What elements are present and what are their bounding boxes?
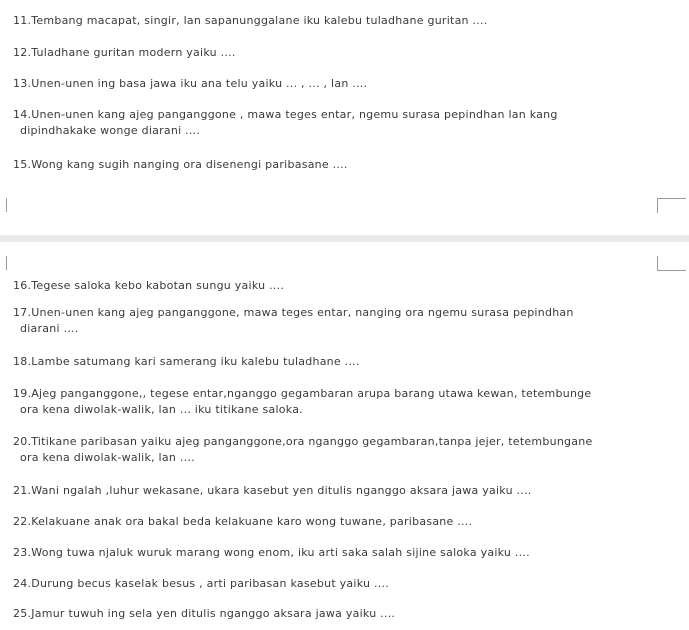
crop-mark-bottom-left — [0, 256, 7, 270]
crop-mark-top-right — [657, 198, 686, 213]
question-23 — [13, 545, 685, 561]
question-number: 13. — [13, 77, 32, 90]
question-text-continuation: dipindhakake wonge diarani .... — [20, 124, 201, 137]
question-number: 17. — [13, 306, 32, 319]
question-text: Kelakuane anak ora bakal beda kelakuane karo wong tuwane, paribasane .... — [31, 515, 473, 528]
question-text-continuation: diarani .... — [20, 322, 79, 335]
question-12 — [13, 45, 685, 61]
question-text: Wani ngalah ,luhur wekasane, ukara kasebut yen ditulis nganggo aksara jawa yaiku .... — [31, 484, 532, 497]
question-text-continuation: ora kena diwolak-walik, lan .... — [20, 451, 195, 464]
question-text: Unen-unen kang ajeg panganggone, mawa teges entar, nanging ora ngemu surasa pepindhan — [31, 306, 574, 319]
question-number: 16. — [13, 279, 32, 292]
question-18 — [13, 354, 685, 370]
question-number: 21. — [13, 484, 32, 497]
question-text: Wong tuwa njaluk wuruk marang wong enom, iku arti saka salah sijine saloka yaiku .... — [31, 546, 530, 559]
question-text: Unen-unen kang ajeg panganggone , mawa teges entar, ngemu surasa pepindhan lan kang — [31, 108, 558, 121]
question-11 — [13, 13, 685, 29]
question-14 — [13, 107, 685, 139]
question-text: Tegese saloka kebo kabotan sungu yaiku .... — [31, 279, 285, 292]
question-number: 20. — [13, 435, 32, 448]
question-number: 15. — [13, 158, 32, 171]
question-13 — [13, 76, 685, 92]
question-19 — [13, 386, 685, 418]
question-text-continuation: ora kena diwolak-walik, lan ... iku titikane saloka. — [20, 403, 303, 416]
question-number: 22. — [13, 515, 32, 528]
question-16 — [13, 278, 685, 294]
question-number: 14. — [13, 108, 32, 121]
question-21 — [13, 483, 685, 499]
question-text: Unen-unen ing basa jawa iku ana telu yaiku ... , ... , lan .... — [31, 77, 368, 90]
question-number: 11. — [13, 14, 32, 27]
question-24 — [13, 576, 685, 592]
question-text: Wong kang sugih nanging ora disenengi paribasane .... — [31, 158, 348, 171]
question-20 — [13, 434, 685, 466]
question-text: Tembang macapat, singir, lan sapanunggalane iku kalebu tuladhane guritan .... — [31, 14, 488, 27]
question-number: 12. — [13, 46, 32, 59]
question-number: 23. — [13, 546, 32, 559]
page-separator — [0, 235, 689, 242]
question-text: Tuladhane guritan modern yaiku .... — [31, 46, 236, 59]
question-text: Jamur tuwuh ing sela yen ditulis nganggo aksara jawa yaiku .... — [31, 607, 396, 620]
question-text: Titikane paribasan yaiku ajeg panganggone,ora nganggo gegambaran,tanpa jejer, tetembungane — [31, 435, 593, 448]
question-number: 18. — [13, 355, 32, 368]
crop-mark-top-left — [0, 198, 7, 212]
question-number: 24. — [13, 577, 32, 590]
question-text: Ajeg panganggone,, tegese entar,nganggo gegambaran arupa barang utawa kewan, tetembunge — [31, 387, 592, 400]
question-text: Lambe satumang kari samerang iku kalebu tuladhane .... — [31, 355, 360, 368]
question-25 — [13, 606, 685, 622]
question-text: Durung becus kaselak besus , arti paribasan kasebut yaiku .... — [31, 577, 389, 590]
question-15 — [13, 157, 685, 173]
question-17 — [13, 305, 685, 337]
question-number: 25. — [13, 607, 32, 620]
question-number: 19. — [13, 387, 32, 400]
question-22 — [13, 514, 685, 530]
crop-mark-bottom-right — [657, 256, 686, 271]
